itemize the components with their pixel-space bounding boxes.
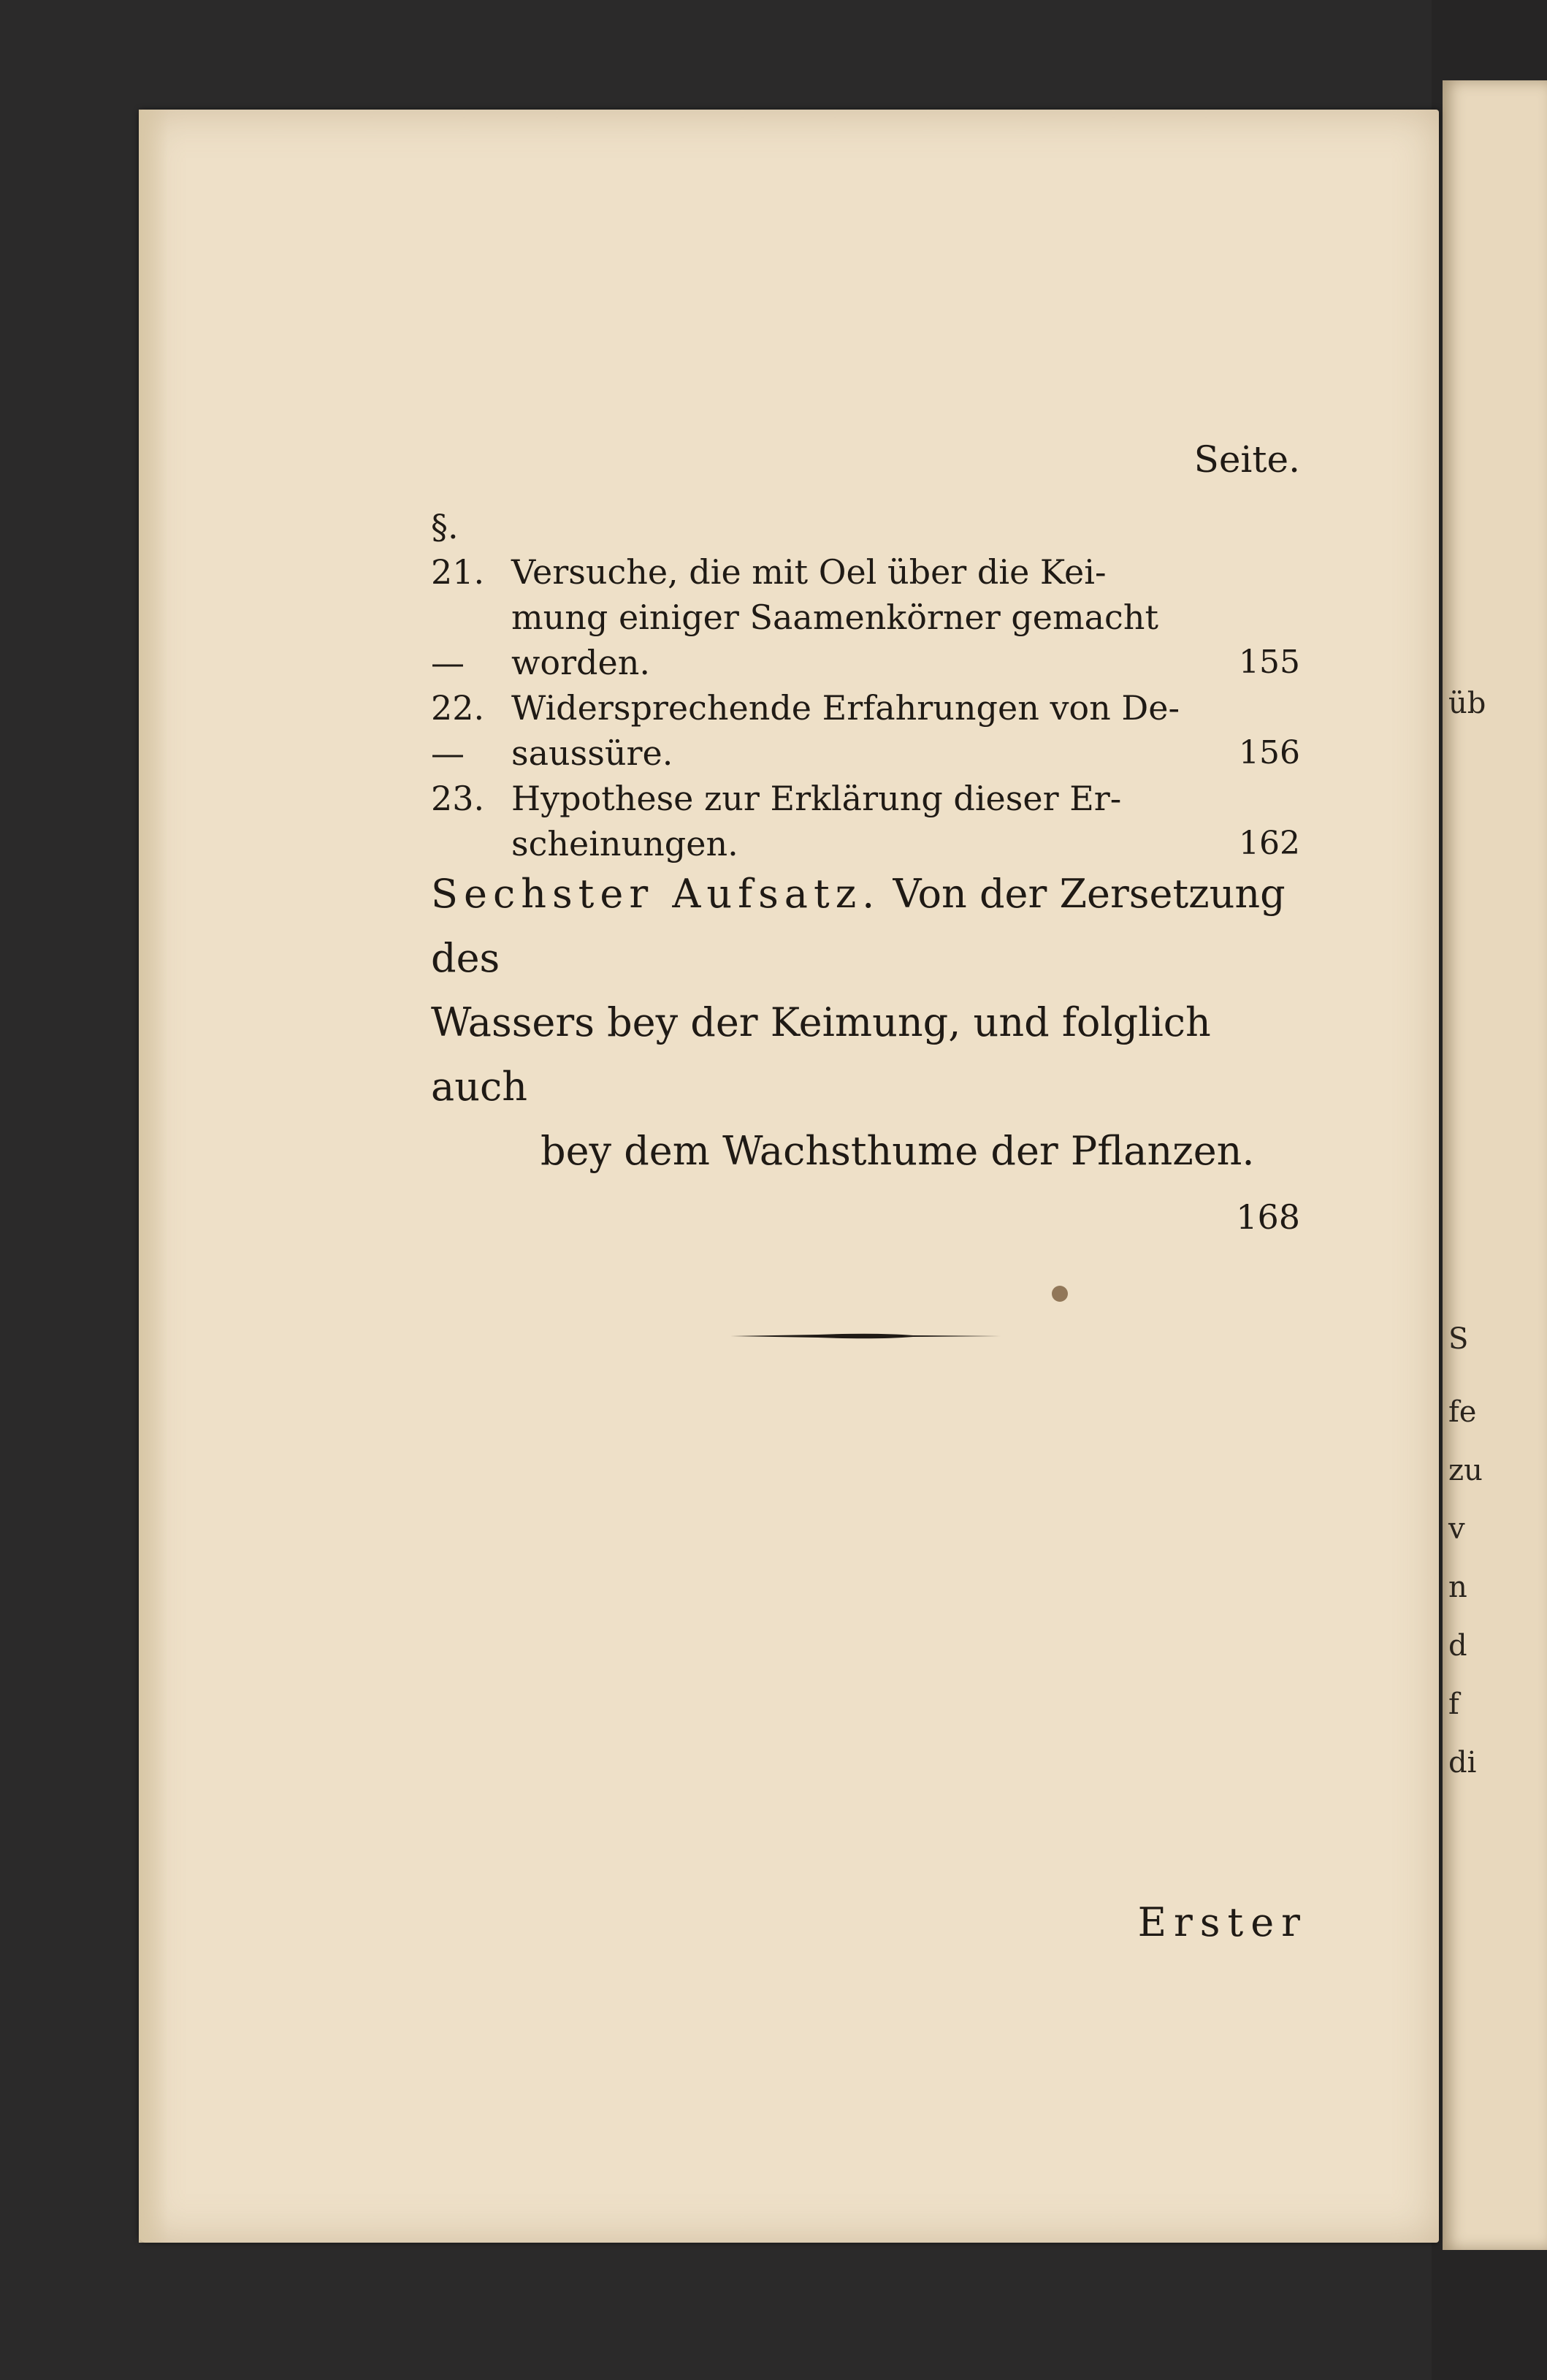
page-edge [139, 110, 168, 2243]
toc-entry-text: worden. [511, 643, 650, 682]
toc-entry-text: scheinungen. [511, 824, 738, 863]
essay-text: bey dem Wachsthume der Pflanzen. [541, 1128, 1255, 1174]
ink-stain [1052, 1286, 1068, 1302]
essay-page-number: 168 [1236, 1197, 1300, 1237]
toc-entry-text: mung einiger Saamenkörner gemacht [511, 598, 1158, 637]
facing-page-fragment: v [1448, 1512, 1465, 1546]
page-column-heading: Seite. [1193, 438, 1300, 481]
facing-page-fragment: f [1448, 1687, 1459, 1721]
toc-entry-text: saussüre. [511, 733, 673, 773]
toc-entry [431, 731, 1300, 866]
facing-page-fragment: n [1448, 1571, 1467, 1604]
toc-entry-text: Hypothese zur Erklärung dieser Er- [511, 779, 1122, 818]
essay-title: Sechster Aufsatz. [431, 871, 881, 917]
essay-text: Von der Zersetzung des [431, 871, 1286, 981]
facing-page-fragment: fe [1448, 1395, 1477, 1429]
toc-page-number: 156 [1239, 734, 1300, 771]
essay-entry [431, 862, 1300, 1237]
toc-entry-number: §. 21. [431, 507, 485, 592]
facing-page-fragment: d [1448, 1629, 1467, 1663]
toc-entry-number: — 23. [431, 733, 485, 818]
toc-entry-number: — 22. [431, 643, 485, 728]
toc-page-number: 155 [1239, 644, 1300, 681]
toc-page-number: 162 [1239, 825, 1300, 862]
ornamental-rule [730, 1332, 1001, 1340]
facing-page-fragment: S [1448, 1322, 1469, 1356]
toc-entry-text: Widersprechende Erfahrungen von De- [511, 688, 1180, 728]
facing-page-fragment: üb [1448, 687, 1486, 720]
catchword: Erster [1137, 1899, 1307, 1945]
facing-page-fragment: di [1448, 1746, 1477, 1780]
facing-page [1443, 80, 1547, 2250]
facing-page-fragment: zu [1448, 1454, 1483, 1487]
essay-text: Wassers bey der Keimung, und folglich auch [431, 999, 1211, 1110]
toc-entry-text: Versuche, die mit Oel über die Kei- [511, 552, 1107, 592]
